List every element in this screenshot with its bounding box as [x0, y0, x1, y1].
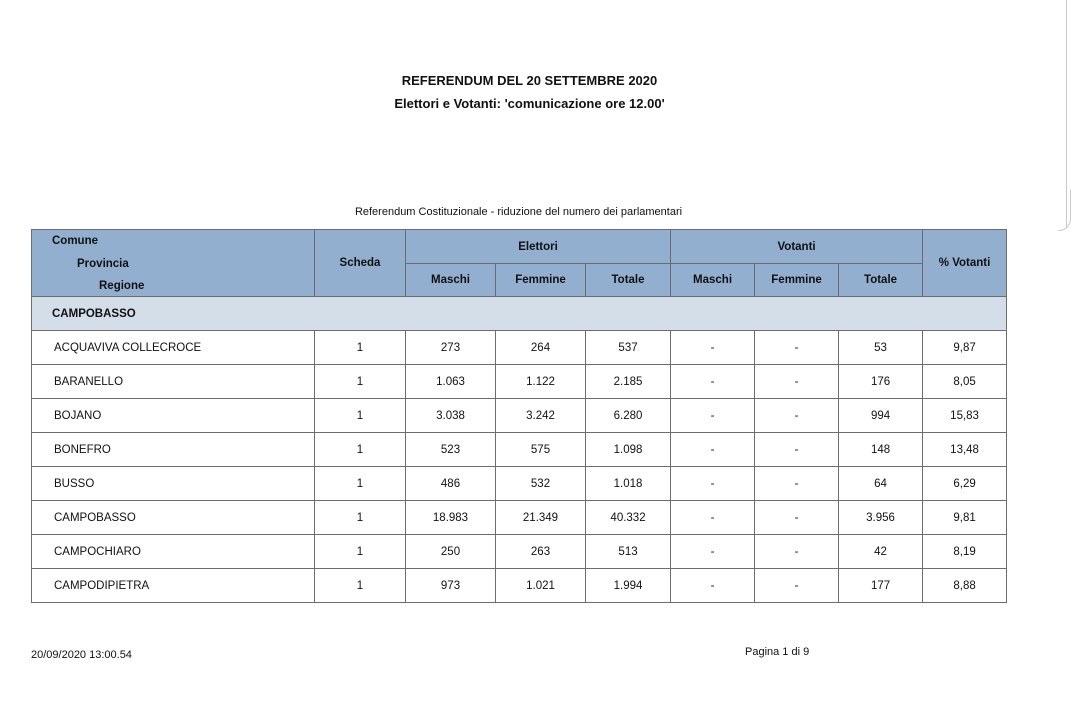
cell-elettori-totale: 2.185 — [586, 365, 671, 399]
cell-votanti-maschi: - — [671, 501, 755, 535]
header-elettori-femmine: Femmine — [496, 264, 586, 297]
cell-percent-votanti: 9,87 — [923, 331, 1007, 365]
cell-scheda: 1 — [315, 535, 406, 569]
cell-votanti-totale: 148 — [839, 433, 923, 467]
cell-comune: CAMPOCHIARO — [32, 535, 315, 569]
header-votanti-totale: Totale — [839, 264, 923, 297]
cell-elettori-maschi: 973 — [406, 569, 496, 603]
cell-scheda: 1 — [315, 331, 406, 365]
table-row — [32, 467, 1007, 501]
cell-scheda: 1 — [315, 569, 406, 603]
header-votanti-maschi: Maschi — [671, 264, 755, 297]
cell-elettori-femmine: 1.021 — [496, 569, 586, 603]
table-row — [32, 399, 1007, 433]
print-timestamp: 20/09/2020 13:00.54 — [31, 649, 132, 661]
cell-votanti-totale: 53 — [839, 331, 923, 365]
header-comune-cell — [32, 230, 315, 297]
table-row — [32, 501, 1007, 535]
cell-comune: ACQUAVIVA COLLECROCE — [32, 331, 315, 365]
header-elettori: Elettori — [406, 230, 671, 264]
cell-votanti-maschi: - — [671, 535, 755, 569]
cell-elettori-totale: 537 — [586, 331, 671, 365]
cell-elettori-maschi: 273 — [406, 331, 496, 365]
cell-elettori-totale: 513 — [586, 535, 671, 569]
header-provincia: Provincia — [77, 258, 129, 270]
header-elettori-totale: Totale — [586, 264, 671, 297]
header-comune: Comune — [52, 235, 98, 247]
page-number: Pagina 1 di 9 — [745, 646, 810, 658]
cell-votanti-femmine: - — [755, 331, 839, 365]
cell-elettori-maschi: 1.063 — [406, 365, 496, 399]
cell-votanti-totale: 176 — [839, 365, 923, 399]
province-row — [32, 297, 1007, 331]
cell-percent-votanti: 6,29 — [923, 467, 1007, 501]
results-table — [31, 229, 1007, 603]
header-votanti-femmine: Femmine — [755, 264, 839, 297]
cell-votanti-femmine: - — [755, 501, 839, 535]
cell-comune: BARANELLO — [32, 365, 315, 399]
cell-scheda: 1 — [315, 433, 406, 467]
cell-comune: BOJANO — [32, 399, 315, 433]
header-regione: Regione — [99, 280, 145, 292]
header-votanti: Votanti — [671, 230, 923, 264]
cell-votanti-totale: 994 — [839, 399, 923, 433]
header-percent-votanti: % Votanti — [923, 230, 1007, 297]
cell-votanti-totale: 3.956 — [839, 501, 923, 535]
report-title: REFERENDUM DEL 20 SETTEMBRE 2020 — [401, 73, 658, 88]
cell-votanti-femmine: - — [755, 535, 839, 569]
header-scheda: Scheda — [315, 230, 406, 297]
cell-percent-votanti: 8,19 — [923, 535, 1007, 569]
cell-scheda: 1 — [315, 365, 406, 399]
cell-scheda: 1 — [315, 501, 406, 535]
cell-elettori-totale: 1.018 — [586, 467, 671, 501]
cell-elettori-maschi: 18.983 — [406, 501, 496, 535]
cell-percent-votanti: 13,48 — [923, 433, 1007, 467]
cell-elettori-maschi: 3.038 — [406, 399, 496, 433]
header-elettori-maschi: Maschi — [406, 264, 496, 297]
cell-votanti-totale: 177 — [839, 569, 923, 603]
cell-percent-votanti: 15,83 — [923, 399, 1007, 433]
cell-votanti-maschi: - — [671, 467, 755, 501]
cell-votanti-maschi: - — [671, 365, 755, 399]
cell-comune: BUSSO — [32, 467, 315, 501]
cell-votanti-femmine: - — [755, 365, 839, 399]
table-row — [32, 535, 1007, 569]
cell-scheda: 1 — [315, 467, 406, 501]
cell-elettori-totale: 6.280 — [586, 399, 671, 433]
cell-elettori-femmine: 263 — [496, 535, 586, 569]
cell-votanti-femmine: - — [755, 399, 839, 433]
cell-percent-votanti: 8,05 — [923, 365, 1007, 399]
table-row — [32, 365, 1007, 399]
cell-scheda: 1 — [315, 399, 406, 433]
cell-comune: CAMPOBASSO — [32, 501, 315, 535]
cell-elettori-maschi: 523 — [406, 433, 496, 467]
cell-votanti-maschi: - — [671, 399, 755, 433]
cell-elettori-femmine: 3.242 — [496, 399, 586, 433]
province-name: CAMPOBASSO — [32, 297, 1007, 331]
cell-votanti-maschi: - — [671, 569, 755, 603]
cell-percent-votanti: 8,88 — [923, 569, 1007, 603]
cell-votanti-totale: 42 — [839, 535, 923, 569]
cell-elettori-totale: 40.332 — [586, 501, 671, 535]
cell-elettori-femmine: 21.349 — [496, 501, 586, 535]
cell-elettori-femmine: 532 — [496, 467, 586, 501]
table-caption: Referendum Costituzionale - riduzione del numero dei parlamentari — [354, 206, 683, 218]
cell-elettori-maschi: 486 — [406, 467, 496, 501]
cell-votanti-maschi: - — [671, 433, 755, 467]
cell-elettori-maschi: 250 — [406, 535, 496, 569]
page-edge-curl — [1058, 190, 1071, 231]
cell-elettori-totale: 1.098 — [586, 433, 671, 467]
table-row — [32, 433, 1007, 467]
report-subtitle: Elettori e Votanti: 'comunicazione ore 12.00' — [394, 96, 665, 111]
cell-percent-votanti: 9,81 — [923, 501, 1007, 535]
cell-votanti-maschi: - — [671, 331, 755, 365]
cell-votanti-femmine: - — [755, 433, 839, 467]
cell-votanti-femmine: - — [755, 569, 839, 603]
cell-votanti-femmine: - — [755, 467, 839, 501]
cell-elettori-femmine: 1.122 — [496, 365, 586, 399]
table-row — [32, 569, 1007, 603]
cell-comune: CAMPODIPIETRA — [32, 569, 315, 603]
cell-comune: BONEFRO — [32, 433, 315, 467]
cell-votanti-totale: 64 — [839, 467, 923, 501]
cell-elettori-totale: 1.994 — [586, 569, 671, 603]
table-row — [32, 331, 1007, 365]
cell-elettori-femmine: 575 — [496, 433, 586, 467]
cell-elettori-femmine: 264 — [496, 331, 586, 365]
